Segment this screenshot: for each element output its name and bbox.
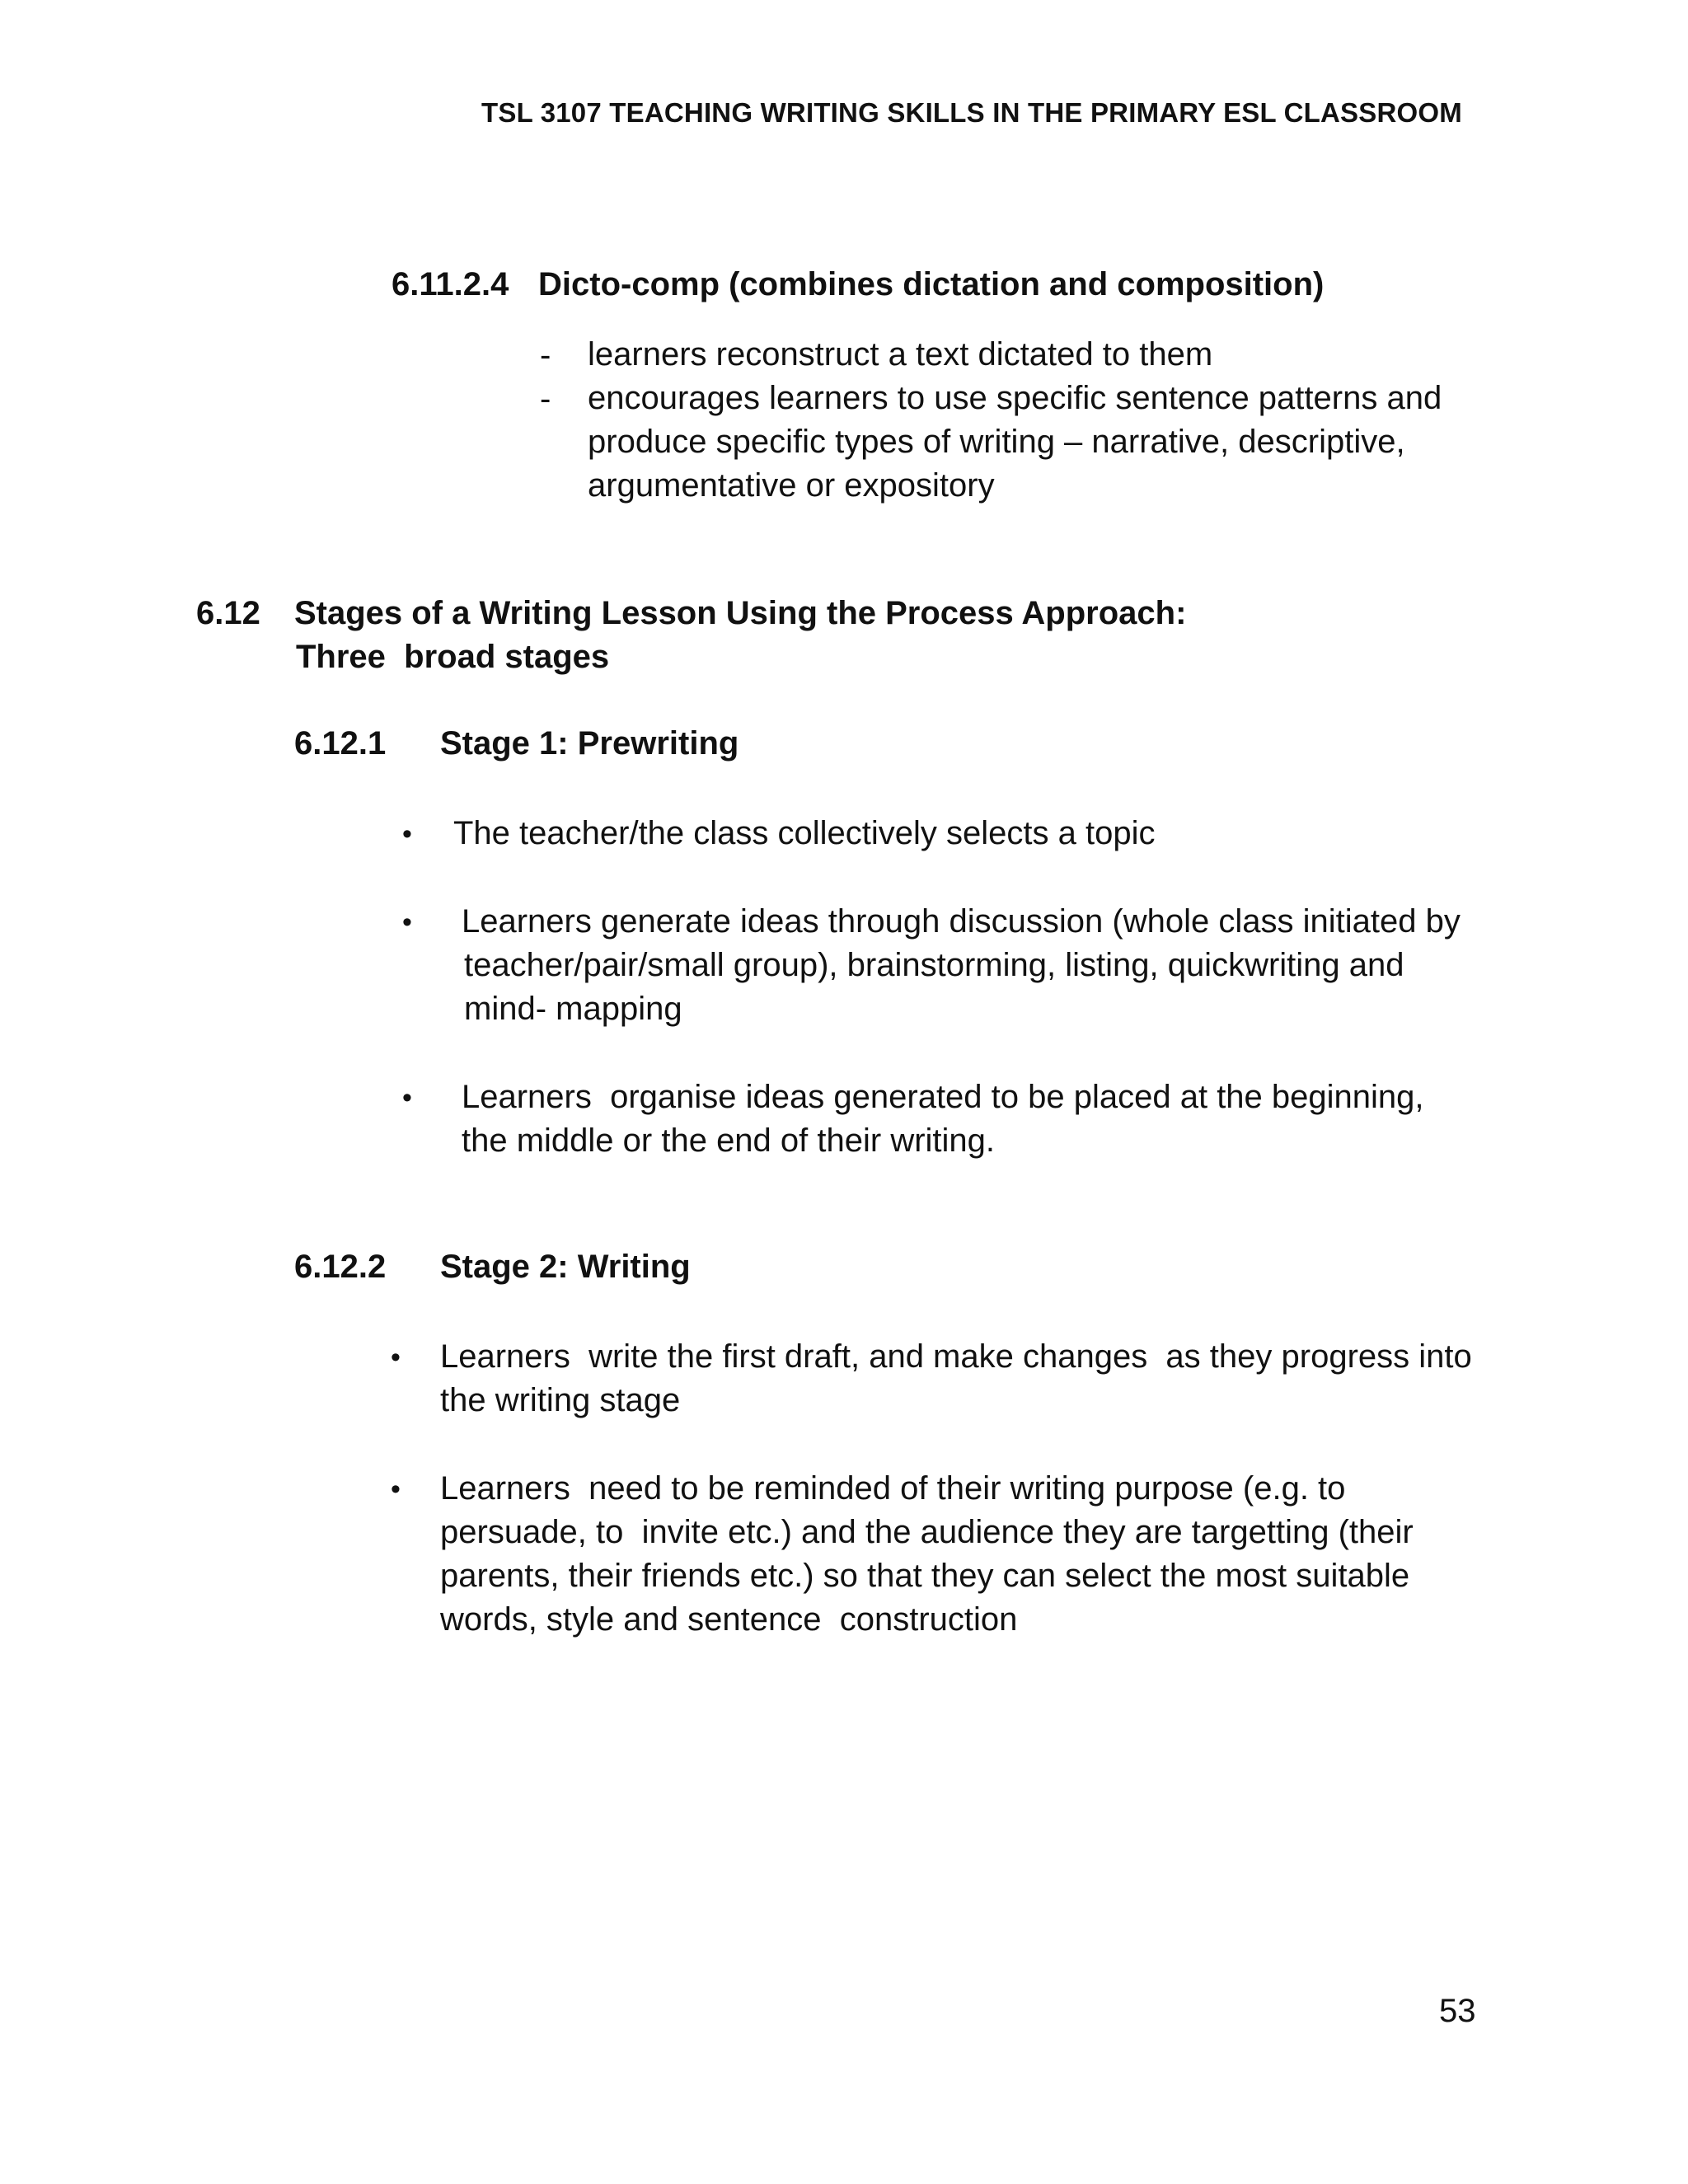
bullet-item-text: Learners write the first draft, and make changes as they progress into: [440, 1338, 1472, 1375]
section-title: Stage 2: Writing: [440, 1249, 691, 1285]
section-title: Three broad stages: [296, 639, 610, 675]
bullet-item-text: persuade, to invite etc.) and the audience they are targetting (their: [440, 1514, 1414, 1550]
bullet-item-text: the writing stage: [440, 1382, 681, 1418]
page-number: 53: [1439, 1993, 1476, 2029]
bullet-glyph: •: [402, 907, 412, 938]
section-number: 6.12.2: [294, 1249, 387, 1285]
bullet-item-text: parents, their friends etc.) so that they can select the most suitable: [440, 1558, 1410, 1594]
running-header: TSL 3107 TEACHING WRITING SKILLS IN THE PRIMARY ESL CLASSROOM: [481, 97, 1462, 128]
section-number: 6.11.2.4: [392, 266, 509, 302]
bullet-item-text: Learners need to be reminded of their writing purpose (e.g. to: [440, 1470, 1346, 1507]
section-title: Stages of a Writing Lesson Using the Process Approach:: [294, 595, 1187, 631]
bullet-item-text: the middle or the end of their writing.: [462, 1122, 996, 1159]
bullet-glyph: •: [402, 1082, 412, 1113]
section-number: 6.12.1: [294, 725, 387, 762]
list-item-text: argumentative or expository: [588, 467, 995, 504]
bullet-item-text: teacher/pair/small group), brainstorming, listing, quickwriting and: [464, 947, 1404, 983]
bullet-item-text: Learners generate ideas through discussion (whole class initiated by: [462, 903, 1461, 940]
section-number: 6.12: [196, 595, 260, 631]
bullet-item-text: Learners organise ideas generated to be placed at the beginning,: [462, 1079, 1424, 1115]
list-item-text: produce specific types of writing – narrative, descriptive,: [588, 424, 1405, 460]
bullet-item-text: mind- mapping: [464, 991, 682, 1027]
bullet-glyph: •: [391, 1474, 401, 1505]
bullet-glyph: •: [402, 818, 412, 850]
list-dash: -: [540, 381, 551, 417]
bullet-item-text: words, style and sentence construction: [440, 1601, 1018, 1638]
list-dash: -: [540, 337, 551, 373]
list-item-text: encourages learners to use specific sentence patterns and: [588, 380, 1442, 416]
bullet-item-text: The teacher/the class collectively selects a topic: [453, 815, 1156, 851]
section-title: Dicto-comp (combines dictation and composition): [538, 266, 1325, 302]
list-item-text: learners reconstruct a text dictated to them: [588, 336, 1213, 373]
section-title: Stage 1: Prewriting: [440, 725, 739, 762]
bullet-glyph: •: [391, 1342, 401, 1373]
